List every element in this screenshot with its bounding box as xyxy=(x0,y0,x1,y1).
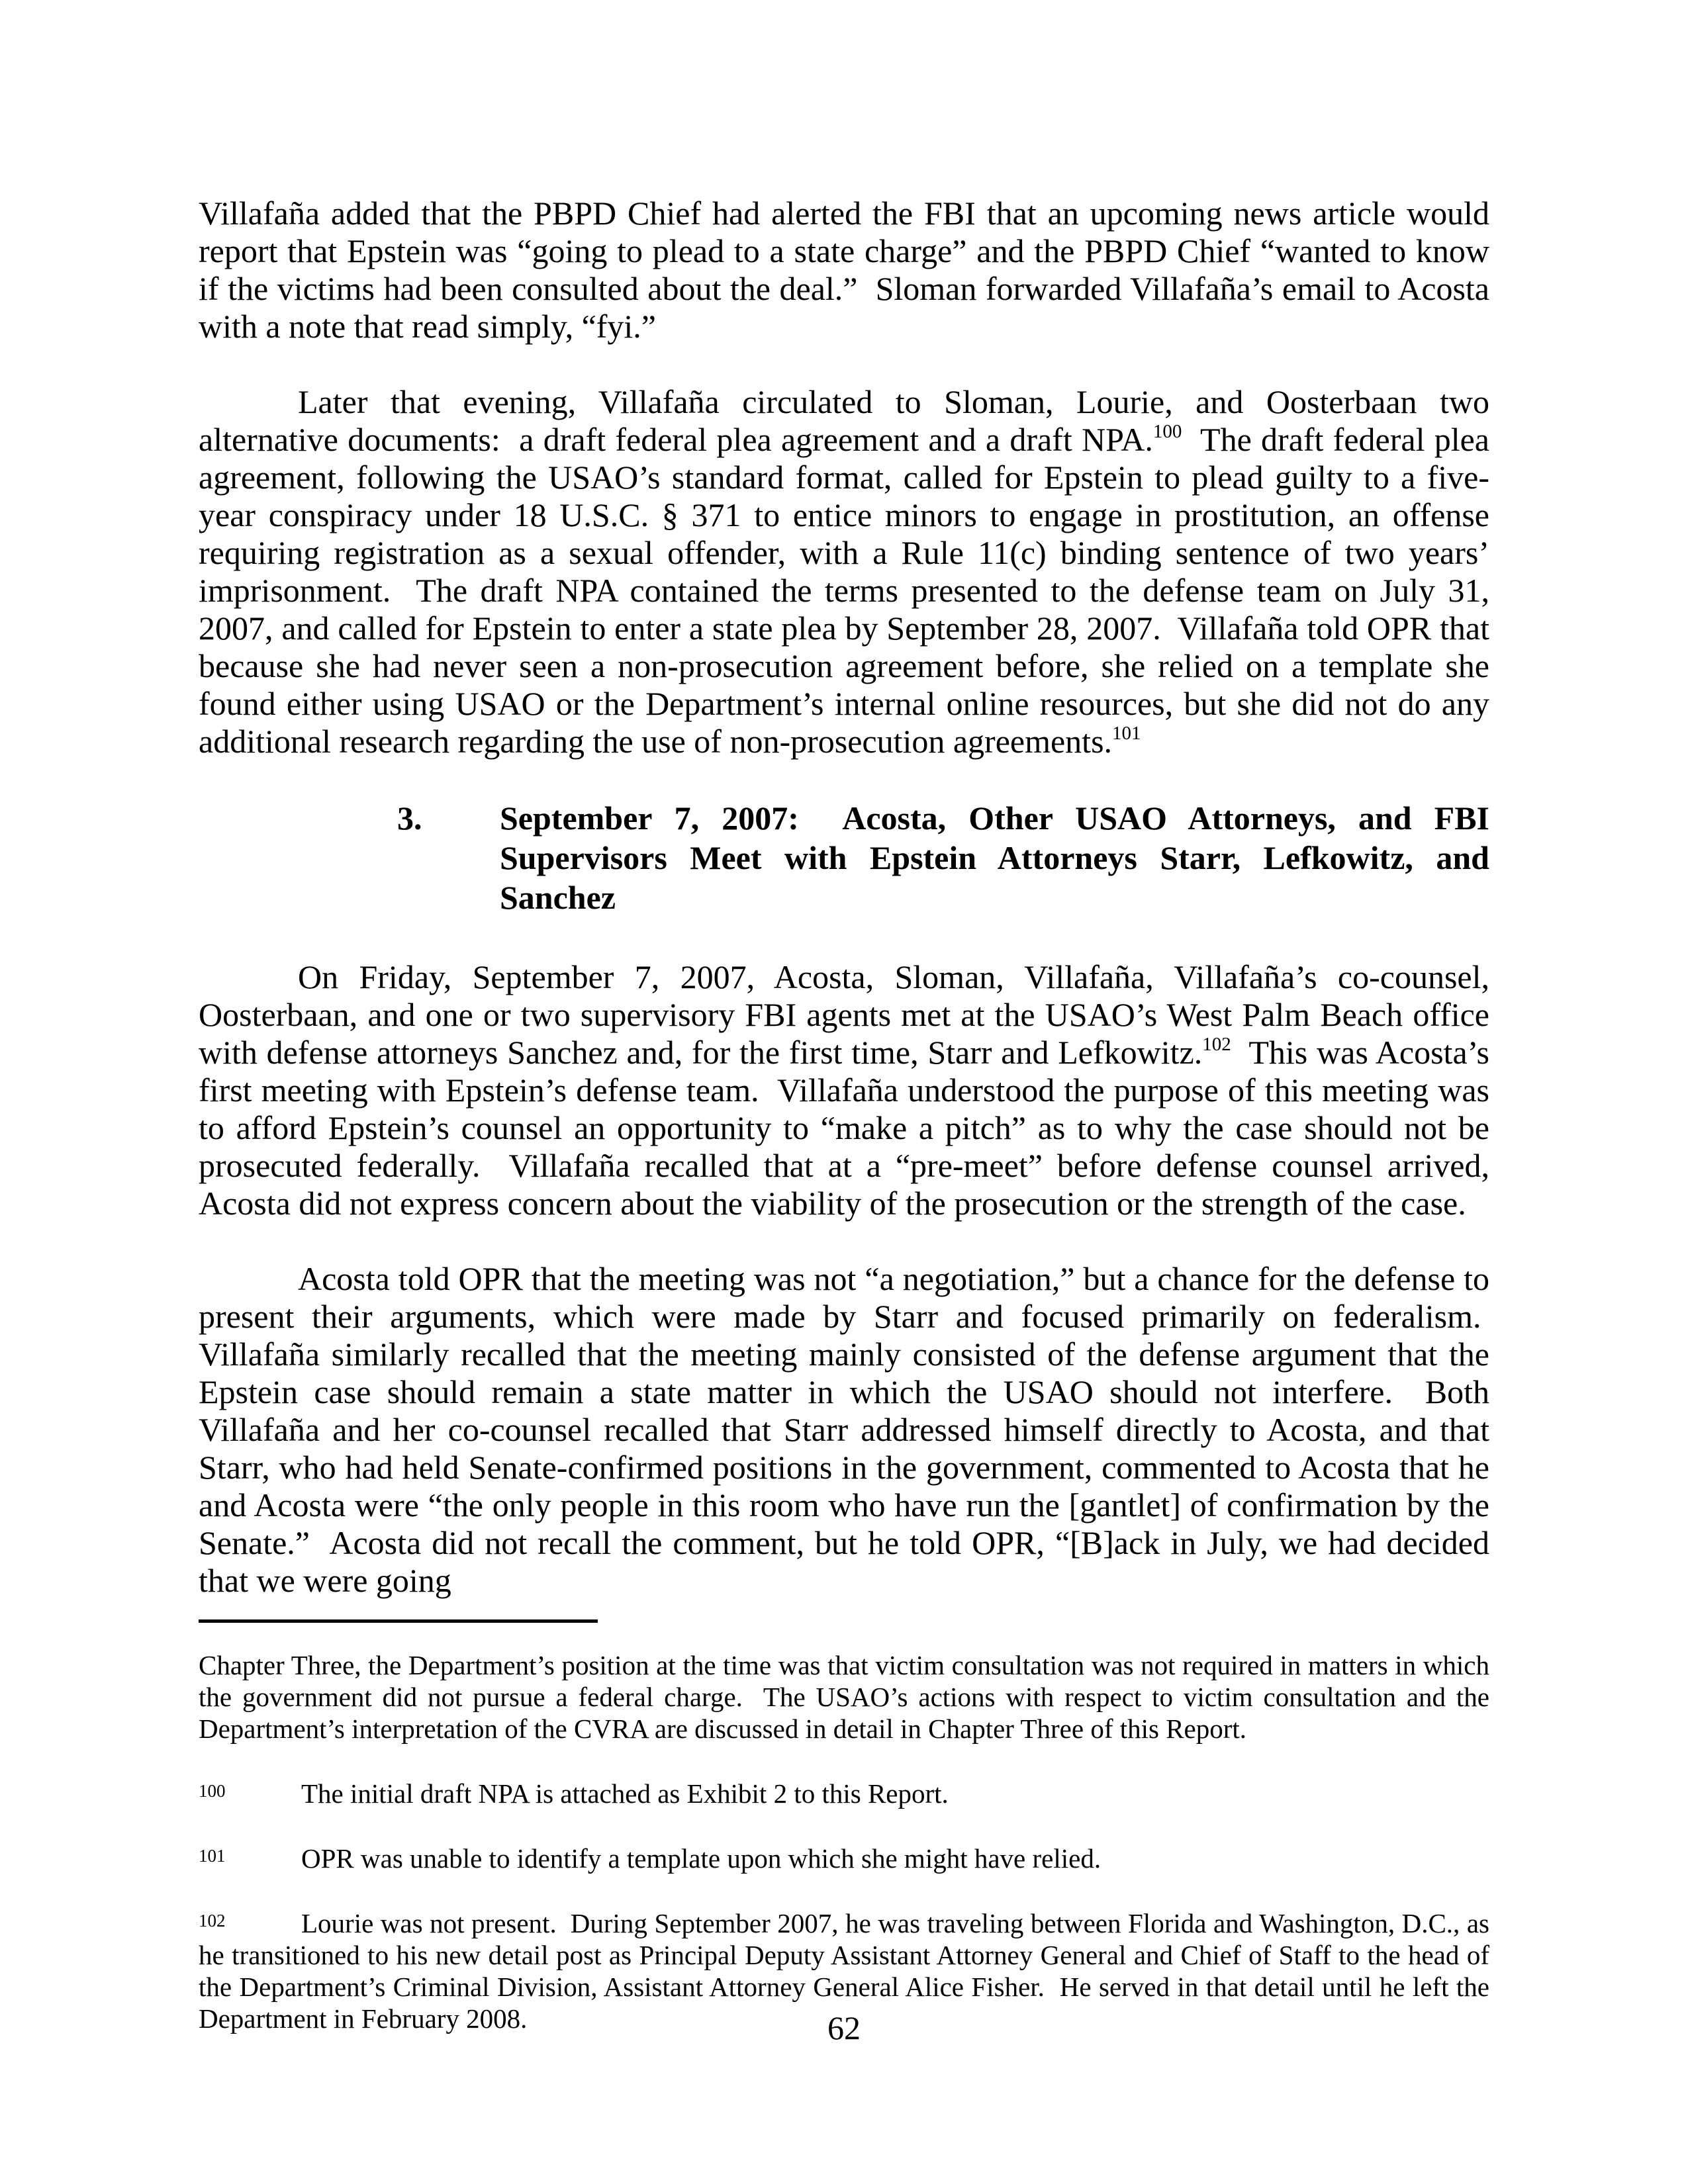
footnote-reference: 102 xyxy=(1202,1034,1231,1055)
footnote-separator-rule xyxy=(199,1619,598,1623)
section-title: September 7, 2007: Acosta, Other USAO Attorneys, and FBI Supervisors Meet with Epstein Attorneys Starr, Lefkowitz, and Sanchez xyxy=(500,799,1489,916)
paragraph-text: On Friday, September 7, 2007, Acosta, Sloman, Villafaña, Villafaña’s co-counsel, Oosterbaan, and one or two supervisory FBI agents met at the USAO’s West Palm Beach office with defense attorneys Sanchez and, for the first time, Starr and Lefkowitz. xyxy=(199,958,1489,1071)
paragraph-text: Acosta told OPR that the meeting was not “a negotiation,” but a chance for the defense to present their arguments, which were made by Starr and focused primarily on federalism. Villafaña similarly recalled that the meeting mainly consisted of the defense argument that the Epstein case should remain a state matter in which the USAO should not interfere. Both Villafaña and her co-counsel recalled that Starr addressed himself directly to Acosta, and that Starr, who had held Senate-confirmed positions in the government, commented to Acosta that he and Acosta were “the only people in this room who have run the [gantlet] of confirmation by the Senate.” Acosta did not recall the comment, but he told OPR, “[B]ack in July, we had decided that we were going xyxy=(199,1260,1489,1599)
section-number: 3. xyxy=(397,799,422,837)
footnote-continuation: Chapter Three, the Department’s position at the time was that victim consultation was not required in matters in which the government did not pursue a federal charge. The USAO’s actions with respect to victim consultation and the Department’s interpretation of the CVRA are discussed in detail in Chapter Three of this Report. xyxy=(199,1650,1489,1744)
footnotes-section xyxy=(199,1649,1489,2034)
page-content xyxy=(199,195,1489,2068)
footnote-101-number: 101 xyxy=(199,1846,226,1866)
footnote-reference: 101 xyxy=(1112,723,1141,744)
footnote-102-text: Lourie was not present. During September 2007, he was traveling between Florida and Washington, D.C., as he transitioned to his new detail post as Principal Deputy Assistant Attorney General and Chief of Staff to the head of the Department’s Criminal Division, Assistant Attorney General Alice Fisher. He served in that detail until he left the Department in February 2008. xyxy=(199,1908,1489,2034)
footnote-reference: 100 xyxy=(1152,421,1182,442)
page-number: 62 xyxy=(827,2009,861,2046)
paragraph-acosta-meeting xyxy=(199,1260,1489,1600)
footnote-100-text: The initial draft NPA is attached as Exhibit 2 to this Report. xyxy=(301,1778,949,1809)
paragraph-text: The draft federal plea agreement, following the USAO’s standard format, called for Epstein to plead guilty to a five-year conspiracy under 18 U.S.C. § 371 to entice minors to engage in prostitution, an offense requiring registration as a sexual offender, with a Rule 11(c) binding sentence of two years’ imprisonment. The draft NPA contained the terms presented to the defense team on July 31, 2007, and called for Epstein to enter a state plea by September 28, 2007. Villafaña told OPR that because she had never seen a non-prosecution agreement before, she relied on a template she found either using USAO or the Department’s internal online resources, but she did not do any additional research regarding the use of non-prosecution agreements. xyxy=(199,421,1489,760)
paragraph-text: Villafaña added that the PBPD Chief had alerted the FBI that an upcoming news article would report that Epstein was “going to plead to a state charge” and the PBPD Chief “wanted to know if the victims had been consulted about the deal.” Sloman forwarded Villafaña’s email to Acosta with a note that read simply, “fyi.” xyxy=(199,195,1489,345)
paragraph-text: This was Acosta’s first meeting with Epstein’s defense team. Villafaña understood the purpose of this meeting was to afford Epstein’s counsel an opportunity to “make a pitch” as to why the case should not be prosecuted federally. Villafaña recalled that at a “pre-meet” before defense counsel arrived, Acosta did not express concern about the viability of the prosecution or the strength of the case. xyxy=(199,1034,1489,1222)
footnote-101-text: OPR was unable to identify a template upon which she might have relied. xyxy=(301,1843,1102,1874)
paragraph-pbpd-chief-alert xyxy=(199,195,1489,345)
paragraph-draft-documents xyxy=(199,383,1489,760)
paragraph-text: Later that evening, Villafaña circulated to Sloman, Lourie, and Oosterbaan two alternative documents: a draft federal plea agreement and a draft NPA. xyxy=(199,383,1489,458)
footnote-102-number: 102 xyxy=(199,1911,226,1931)
paragraph-september-meeting xyxy=(199,958,1489,1222)
section-heading xyxy=(397,798,1489,917)
footnote-100 xyxy=(199,1778,1489,1809)
footnote-101 xyxy=(199,1843,1489,1874)
footnote-100-number: 100 xyxy=(199,1781,226,1801)
